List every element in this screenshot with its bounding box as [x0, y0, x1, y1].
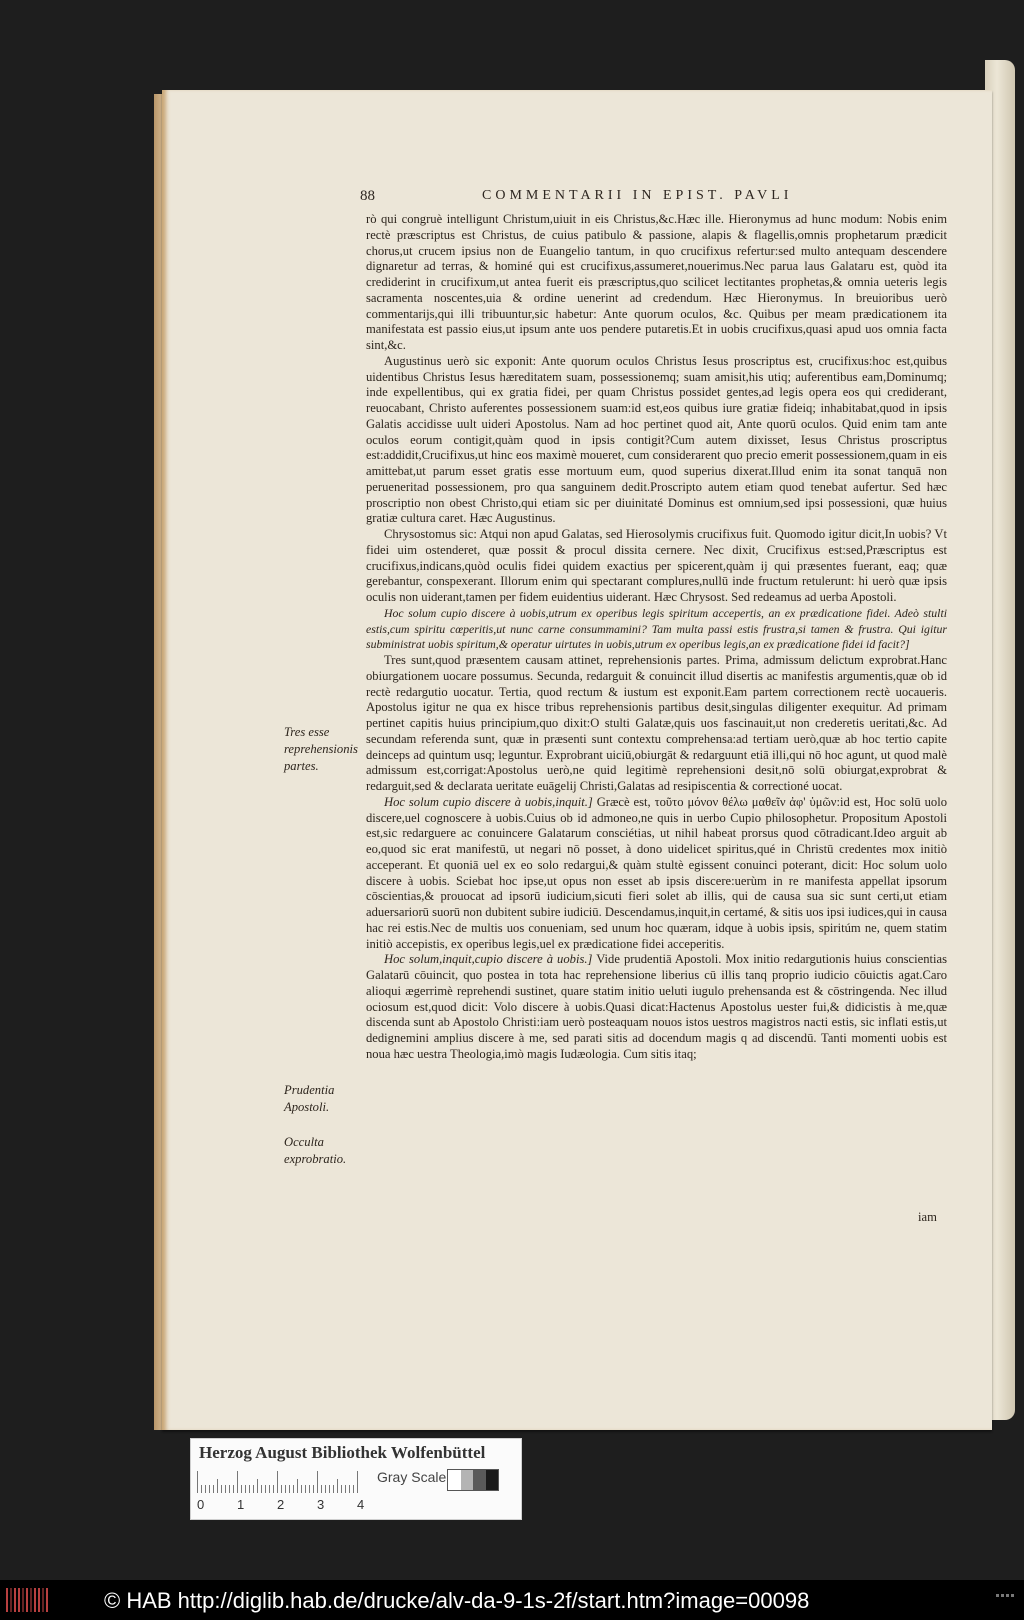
- ruler-numbers: [197, 1497, 377, 1513]
- ruler-tick: [305, 1485, 306, 1493]
- text-paragraph: Chrysostomus sic: Atqui non apud Galatas, sed Hierosolymis crucifixus fuit. Quomodo igitur dicit,In uobis? Vt fidei uim ostenderet, quæ possit & procul dissita cernere. Nec dixit, Crucifixus est:sed,Præscriptus est crucifixus,indicans,quòd oculis fidei quidem exactius per spicerent,quàm ij qui præsentes fuerant, eaq; quæ gerebantur, conspexerant. Illorum enim qui spectarant complures,nullū inde fructum retulerunt: hi uerò quæ ipsis oculis non uiderant,tamen per fidem euidentius uiderant. Hæc Chrysost. Sed redeamus ad uerba Apostoli.: [366, 527, 947, 604]
- ruler-tick: [213, 1485, 214, 1493]
- scripture-lemma: Hoc solum,inquit,cupio discere à uobis.]: [384, 952, 593, 967]
- ruler-tick: [241, 1485, 242, 1493]
- barcode-stripe: [26, 1588, 28, 1612]
- page-number: 88: [360, 188, 375, 204]
- marginal-note: Tres esse reprehensionis partes.: [284, 725, 358, 773]
- ruler-tick: [353, 1485, 354, 1493]
- barcode-stripe: [34, 1588, 36, 1612]
- ruler-tick: [321, 1485, 322, 1493]
- barcode-stripe: [6, 1588, 8, 1612]
- scale-ruler-card: [190, 1438, 522, 1520]
- marginal-note: Prudentia Apostoli.: [284, 1083, 335, 1114]
- ruler-tick: [277, 1471, 278, 1493]
- footer-bar: [0, 1580, 1024, 1620]
- ruler-number: 4: [357, 1497, 365, 1512]
- ruler-number: 0: [197, 1497, 205, 1512]
- marginal-note: Occulta exprobratio.: [284, 1135, 347, 1166]
- ruler-tick: [293, 1485, 294, 1493]
- text-paragraph: Augustinus uerò sic exponit: Ante quorum oculos Christus Iesus proscriptus est, crucifixus:hoc est,quibus uidentibus Christus Iesus hæreditatem suam, possessionemq; suam amisit,his utiq; auferentibus eam,Dominumq; inde expellentibus, qui ex gratia fidei, per quam Christus possidet gentes,ad legis opera eos qui crediderant, reuocabant, Christo auferentes possessionem suam:id est,eos quibus iure gratiæ fideiq; inhabitabat,quod in ipsis Galatis accidisse uult uideri Apostolus. Nam ad hoc pertinet quod ait, Ante quorū oculos. Quid enim tam ante oculos eorum contigit,quàm quod in ipsis contigit?Cum autem dixisset, Iesus Christus proscriptus est:addidit,Crucifixus,ut hinc eos maximè moueret, cum considerarent quo precio emerit possessionem,quam in eis amittebat,ut parum esset gratis esse mortuum eum, quod superius dixerat.Illud enim ita sonat tanquā non perueneritad possessionem, pro qua sanguinem dedit.Proscripto autem etiam quod tenebat aufertur. Sed hæc proscriptio non obest Christo,qui etiam sic per diuinitaté Dominus est omnium,sed ipsi possessioni, quæ huius gratiæ cultura caret. Hæc Augustinus.: [366, 353, 947, 526]
- barcode-stripe: [46, 1588, 48, 1612]
- ruler-tick: [301, 1485, 302, 1493]
- ruler-tick: [209, 1485, 210, 1493]
- barcode-stripe: [38, 1588, 40, 1612]
- ruler-tick: [273, 1485, 274, 1493]
- footer-url-text: © HAB http://diglib.hab.de/drucke/alv-da-9-1s-2f/start.htm?image=00098: [104, 1588, 810, 1613]
- text-paragraph: Tres sunt,quod præsentem causam attinet, reprehensionis partes. Prima, admissum delictum exprobrat.Hanc obiurgationem uocare possumus. Secunda, redarguit & conuincit illud disertis ac manifestis argumentis,quæ ob id rectè redargutio uocatur. Tertia, quod rectum & iustum est exponit.Eam partem correctionem rectè uocaueris. Apostolus igitur ne qua ex hisce tribus reprehensionis partibus desit,singulas diligenter exequitur. Ad primam pertinet capitis huius principium,quo dixit:O stulti Galatæ,quis uos fascinauit,ut non crederetis ueritati,&c. Ad secundam referenda sunt, quæ in præsenti sunt contextu comprehensa:ad tertiam uerò,quæ ab hoc tertio capite deinceps ad quintum usq; leguntur. Exprobrant uiciū,obiurgāt & redarguunt etiā illi,qui nō hoc agunt, ut quod malè admissum est,corrigat:Apostolus uerò,ne quid legitimè reprehensioni desit,nō solū obiurgat,exprobrat & redarguit,sed & declarata ueritate euāgelij Christi,Galatas ad resipiscentia & correctioné uocat.: [366, 653, 947, 793]
- ruler-tick: [333, 1485, 334, 1493]
- ruler-tick: [349, 1485, 350, 1493]
- ruler-tick: [313, 1485, 314, 1493]
- ruler-tick: [345, 1485, 346, 1493]
- gray-swatch-cell: [473, 1470, 486, 1490]
- ruler-tick: [257, 1479, 258, 1493]
- footer-dots-icon: [996, 1594, 1018, 1602]
- ruler-tick: [237, 1471, 238, 1493]
- gray-scale-label: Gray Scale: [377, 1469, 447, 1485]
- ruler-tick: [285, 1485, 286, 1493]
- ruler-title: Herzog August Bibliothek Wolfenbüttel: [199, 1443, 486, 1462]
- ruler-tick: [265, 1485, 266, 1493]
- ruler-tick: [317, 1471, 318, 1493]
- barcode-stripe: [22, 1588, 24, 1612]
- ruler-tick: [289, 1485, 290, 1493]
- ruler-tick: [309, 1485, 310, 1493]
- barcode-icon: [6, 1588, 48, 1612]
- main-text-block: [366, 212, 947, 1063]
- ruler-tick: [249, 1485, 250, 1493]
- ruler-number: 3: [317, 1497, 325, 1512]
- scripture-quote: Hoc solum cupio discere à uobis,utrum ex operibus legis spiritum accepertis, an ex prædicatione fidei. Adeò stulti estis,cum spiritu cœperitis,ut nunc carne consummamini? Tam multa passi estis frustra,si tamen & frustra. Qui igitur subministrat uobis spiritum,& operatur uirtutes in uobis,utrum ex operibus legis,an ex prædicatione fidei id facit?]: [366, 605, 947, 652]
- gray-swatch-cell: [461, 1470, 474, 1490]
- barcode-stripe: [42, 1588, 44, 1612]
- ruler-tick: [197, 1471, 198, 1493]
- ruler-tick: [253, 1485, 254, 1493]
- ruler-tick: [269, 1485, 270, 1493]
- ruler-tick: [357, 1471, 358, 1493]
- ruler-tick: [325, 1485, 326, 1493]
- ruler-tick: [329, 1485, 330, 1493]
- gray-swatch-cell: [486, 1470, 499, 1490]
- barcode-stripe: [14, 1588, 16, 1612]
- ruler-tick: [217, 1479, 218, 1493]
- ruler-number: 1: [237, 1497, 245, 1512]
- lemma-paragraph: [366, 952, 947, 1062]
- page-header: [360, 188, 940, 208]
- ruler-tick: [201, 1485, 202, 1493]
- barcode-stripe: [30, 1588, 32, 1612]
- text-paragraph: rò qui congruè intelligunt Christum,uiuit in eis Christus,&c.Hæc ille. Hieronymus ad hunc modum: Nobis enim rectè præscriptus est Christus, de cuius patibulo & passione, alapis & flagellis,omnis prophetarum prædicit chorus,ut crucem ipsius non de Euangelio tantum, in quo crucifixus refertur:sed multo antequam descendere dignaretur ad terras, & hominé qui est crucifixus,assumeret,nouerimus.Nec parua laus Galataru est, quòd ita crediderint in crucifixum,ut antea fuerit eis præscriptus,quo scilicet lectitantes prophetas,& omnia ueteris legis sacramenta noscentes,uia & ordine uenerint ad credendum. Hæc Hieronymus. In breuioribus uerò commentarijs,qui illi tribuuntur,sic habetur: Ante quorum oculos, &c. Quibus per meam prædicationem ita manifestata est passio eius,ut ipsum ante uos pendere putaretis.Et in uobis crucifixus,quasi apud uos omnia facta sint,&c.: [366, 212, 947, 352]
- scripture-lemma: Hoc solum cupio discere à uobis,inquit.]: [384, 794, 593, 809]
- ruler-scale-icon: [197, 1467, 367, 1493]
- ruler-number: 2: [277, 1497, 285, 1512]
- ruler-tick: [229, 1485, 230, 1493]
- ruler-tick: [205, 1485, 206, 1493]
- ruler-tick: [341, 1485, 342, 1493]
- ruler-tick: [233, 1485, 234, 1493]
- lemma-commentary: Græcè est, τοῦτο μόνον θέλω μαθεῖν ἀφ' ὑμῶν:id est, Hoc solū uolo discere,uel cognoscere à uobis.Cuius ob id admoneo,ne quis in uerbo Cupio philosophetur. Propositum Apostoli est,sic redarguere ac conuincere Galatarum consciétias, ut nihil habeat prorsus quod cōtradicant.Ideo arguit ab eo,quod sic erat manifestū, ut negari nō posset, à dono uidelicet spiritus,qué in Christū credentes mox initiò acceperant. Et quoniā uel ex eo solo redargui,& quàm stultè egissent conuinci poterant, dicit: Hoc solum uolo discere à uobis. Sciebat hoc ipse,ut opus non esset ab ipsis discere:uerùm in re manifesta appellat ipsorum cōscientias,& prouocat ad ipsorū iudicium,sicuti fieri solet ab illis, qui de causa sua sic sunt certi,ut etiam aduersariorū suorū non dubitent subire iudiciū. Descendamus,inquit,in certamé, & sitis uos ipsi iudices,qui in causa hac rei estis.Nec de multis uos conueniam, sed unum hoc quæram, idque à uobis ipsis, spiritúm ne, quem statim initiò accepistis, ex operibus legis,uel ex prædicatione fidei acceperitis.: [366, 794, 947, 951]
- running-head: COMMENTARII IN EPIST. PAVLI: [482, 188, 793, 203]
- ruler-tick: [261, 1485, 262, 1493]
- lemma-paragraph: [366, 795, 947, 953]
- gray-scale-swatch: [447, 1469, 499, 1491]
- ruler-tick: [221, 1485, 222, 1493]
- gray-swatch-cell: [448, 1470, 461, 1490]
- barcode-stripe: [10, 1588, 12, 1612]
- ruler-tick: [225, 1485, 226, 1493]
- ruler-tick: [337, 1479, 338, 1493]
- ruler-tick: [281, 1485, 282, 1493]
- ruler-tick: [245, 1485, 246, 1493]
- lemma-commentary: Vide prudentiā Apostoli. Mox initio redargutionis huius conscientias Galatarū cōuincit, quo postea in tota hac reprehensione liberius cū illis tanq proprio iudicio cōuictis agat.Caro alioqui ægerrimè reprehendi sustinet, quare statim initio ueluti iugulo prehensanda est & cōstringenda. Nec illud ociosum est,quod dicit: Volo discere à uobis.Quasi dicat:Hactenus Apostolus uester fui,& didicistis à me,quæ discenda sunt ab Apostolo Christi:iam uerò posteaquam nouos istos uestros magistros nacti estis, sic inflati estis,ut dedignemini amplius discere à me, sed parati sitis ad docendum magis q ad discendū. Tanti momenti uobis est noua hæc uestra Theologia,imò magis Iudæologia. Cum sitis itaq;: [366, 952, 947, 1061]
- barcode-stripe: [18, 1588, 20, 1612]
- catchword: iam: [918, 1210, 937, 1224]
- ruler-tick: [297, 1479, 298, 1493]
